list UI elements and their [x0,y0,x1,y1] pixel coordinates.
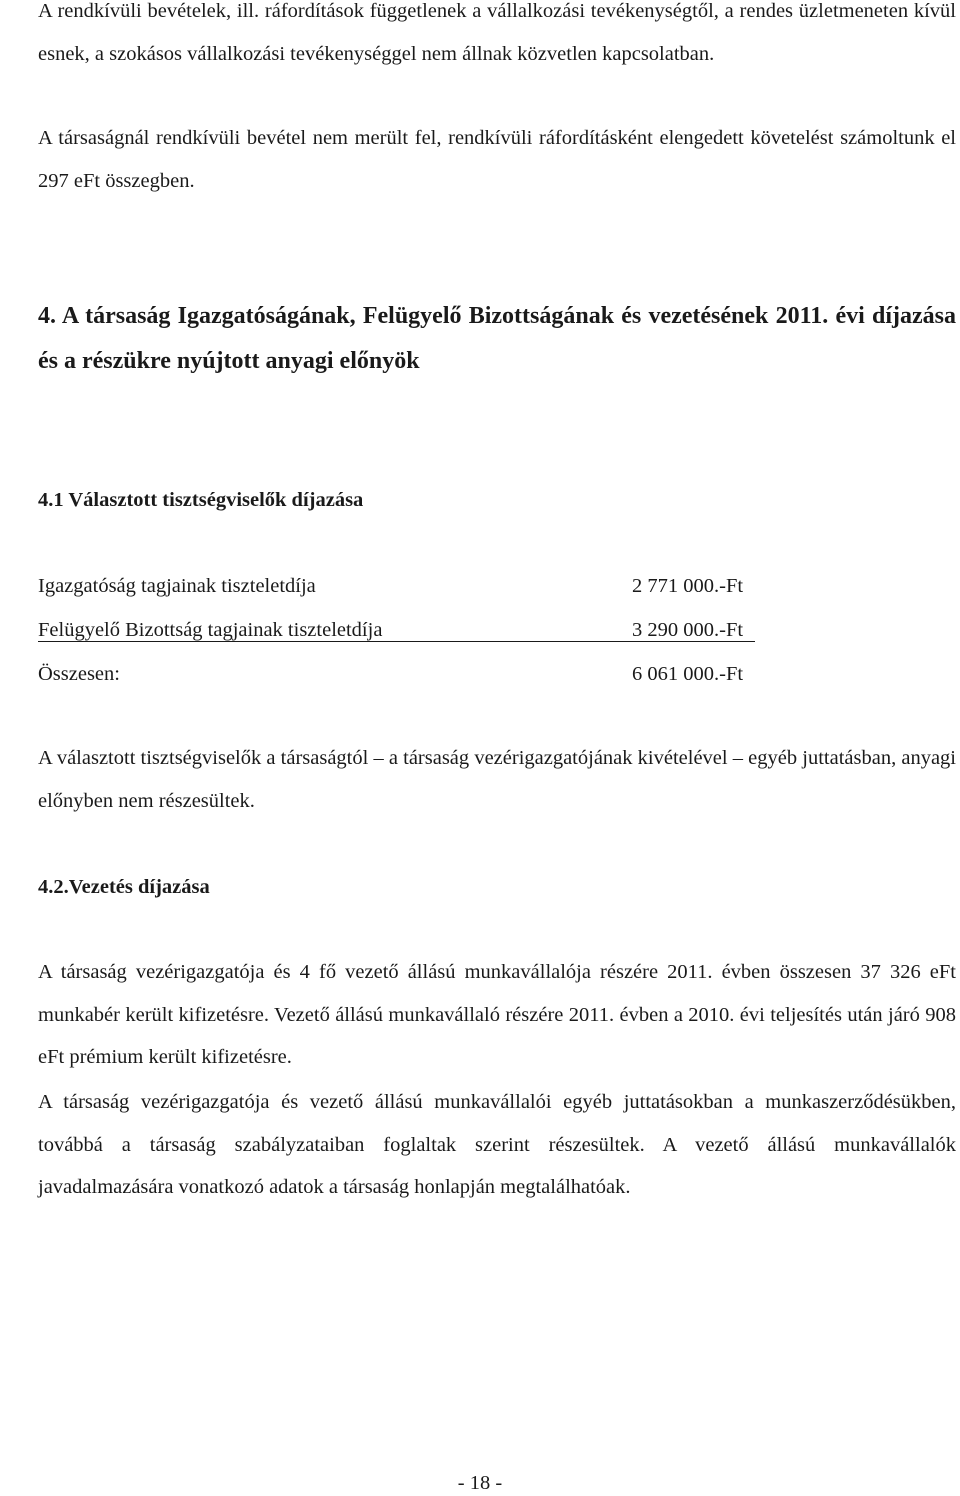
fees-row-supervisory [38,608,956,652]
section-4-1-paragraph: A választott tisztségviselők a társaságtól – a társaság vezérigazgatójának kivételével – egyéb juttatásban, anyagi előnyben nem részesültek. [38,747,956,812]
section-4-1-heading: 4.1 Választott tisztségviselők díjazása [38,489,364,511]
section-4-2-paragraph-1: A társaság vezérigazgatója és 4 fő vezető állású munkavállalója részére 2011. évben összesen 37 326 eFt munkabér került kifizetésre. Vezető állású munkavállaló részére 2011. évben a 2010. évi teljesítés után járó 908 eFt prémium került kifizetésre. [38,961,956,1068]
fees-value-board: 2 771 000.-Ft [632,575,744,597]
fees-row-total [38,652,956,696]
intro-paragraph-2: A társaságnál rendkívüli bevétel nem merült fel, rendkívüli ráfordításként elengedett követelést számoltunk el 297 eFt összegben. [38,127,956,192]
section-4-heading: 4. A társaság Igazgatóságának, Felügyelő Bizottságának és vezetésének 2011. évi díjazása és a részükre nyújtott anyagi előnyök [38,303,956,374]
fees-value-total: 6 061 000.-Ft [632,663,744,685]
fees-table [38,564,956,696]
fees-value-supervisory: 3 290 000.-Ft [632,619,744,641]
intro-paragraph-1: A rendkívüli bevételek, ill. ráfordítások függetlenek a vállalkozási tevékenységtől, a rendes üzletmeneten kívül esnek, a szokásos vállalkozási tevékenységgel nem állnak közvetlen kapcsolatban. [38,0,956,65]
fees-label-total: Összesen: [38,663,120,685]
fees-row-board [38,564,956,608]
sum-underline [38,641,755,642]
page-number: - 18 - [457,1472,503,1494]
fees-label-board: Igazgatóság tagjainak tiszteletdíja [38,575,316,597]
section-4-2-paragraph-2: A társaság vezérigazgatója és vezető állású munkavállalói egyéb juttatásokban a munkaszerződésükben, továbbá a társaság szabályzataiban foglaltak szerint részesültek. A vezető állású munkavállalók javadalmazására vonatkozó adatok a társaság honlapján megtalálhatóak. [38,1091,956,1198]
section-4-2-heading: 4.2.Vezetés díjazása [38,876,210,898]
fees-label-supervisory: Felügyelő Bizottság tagjainak tiszteletdíja [38,619,383,641]
